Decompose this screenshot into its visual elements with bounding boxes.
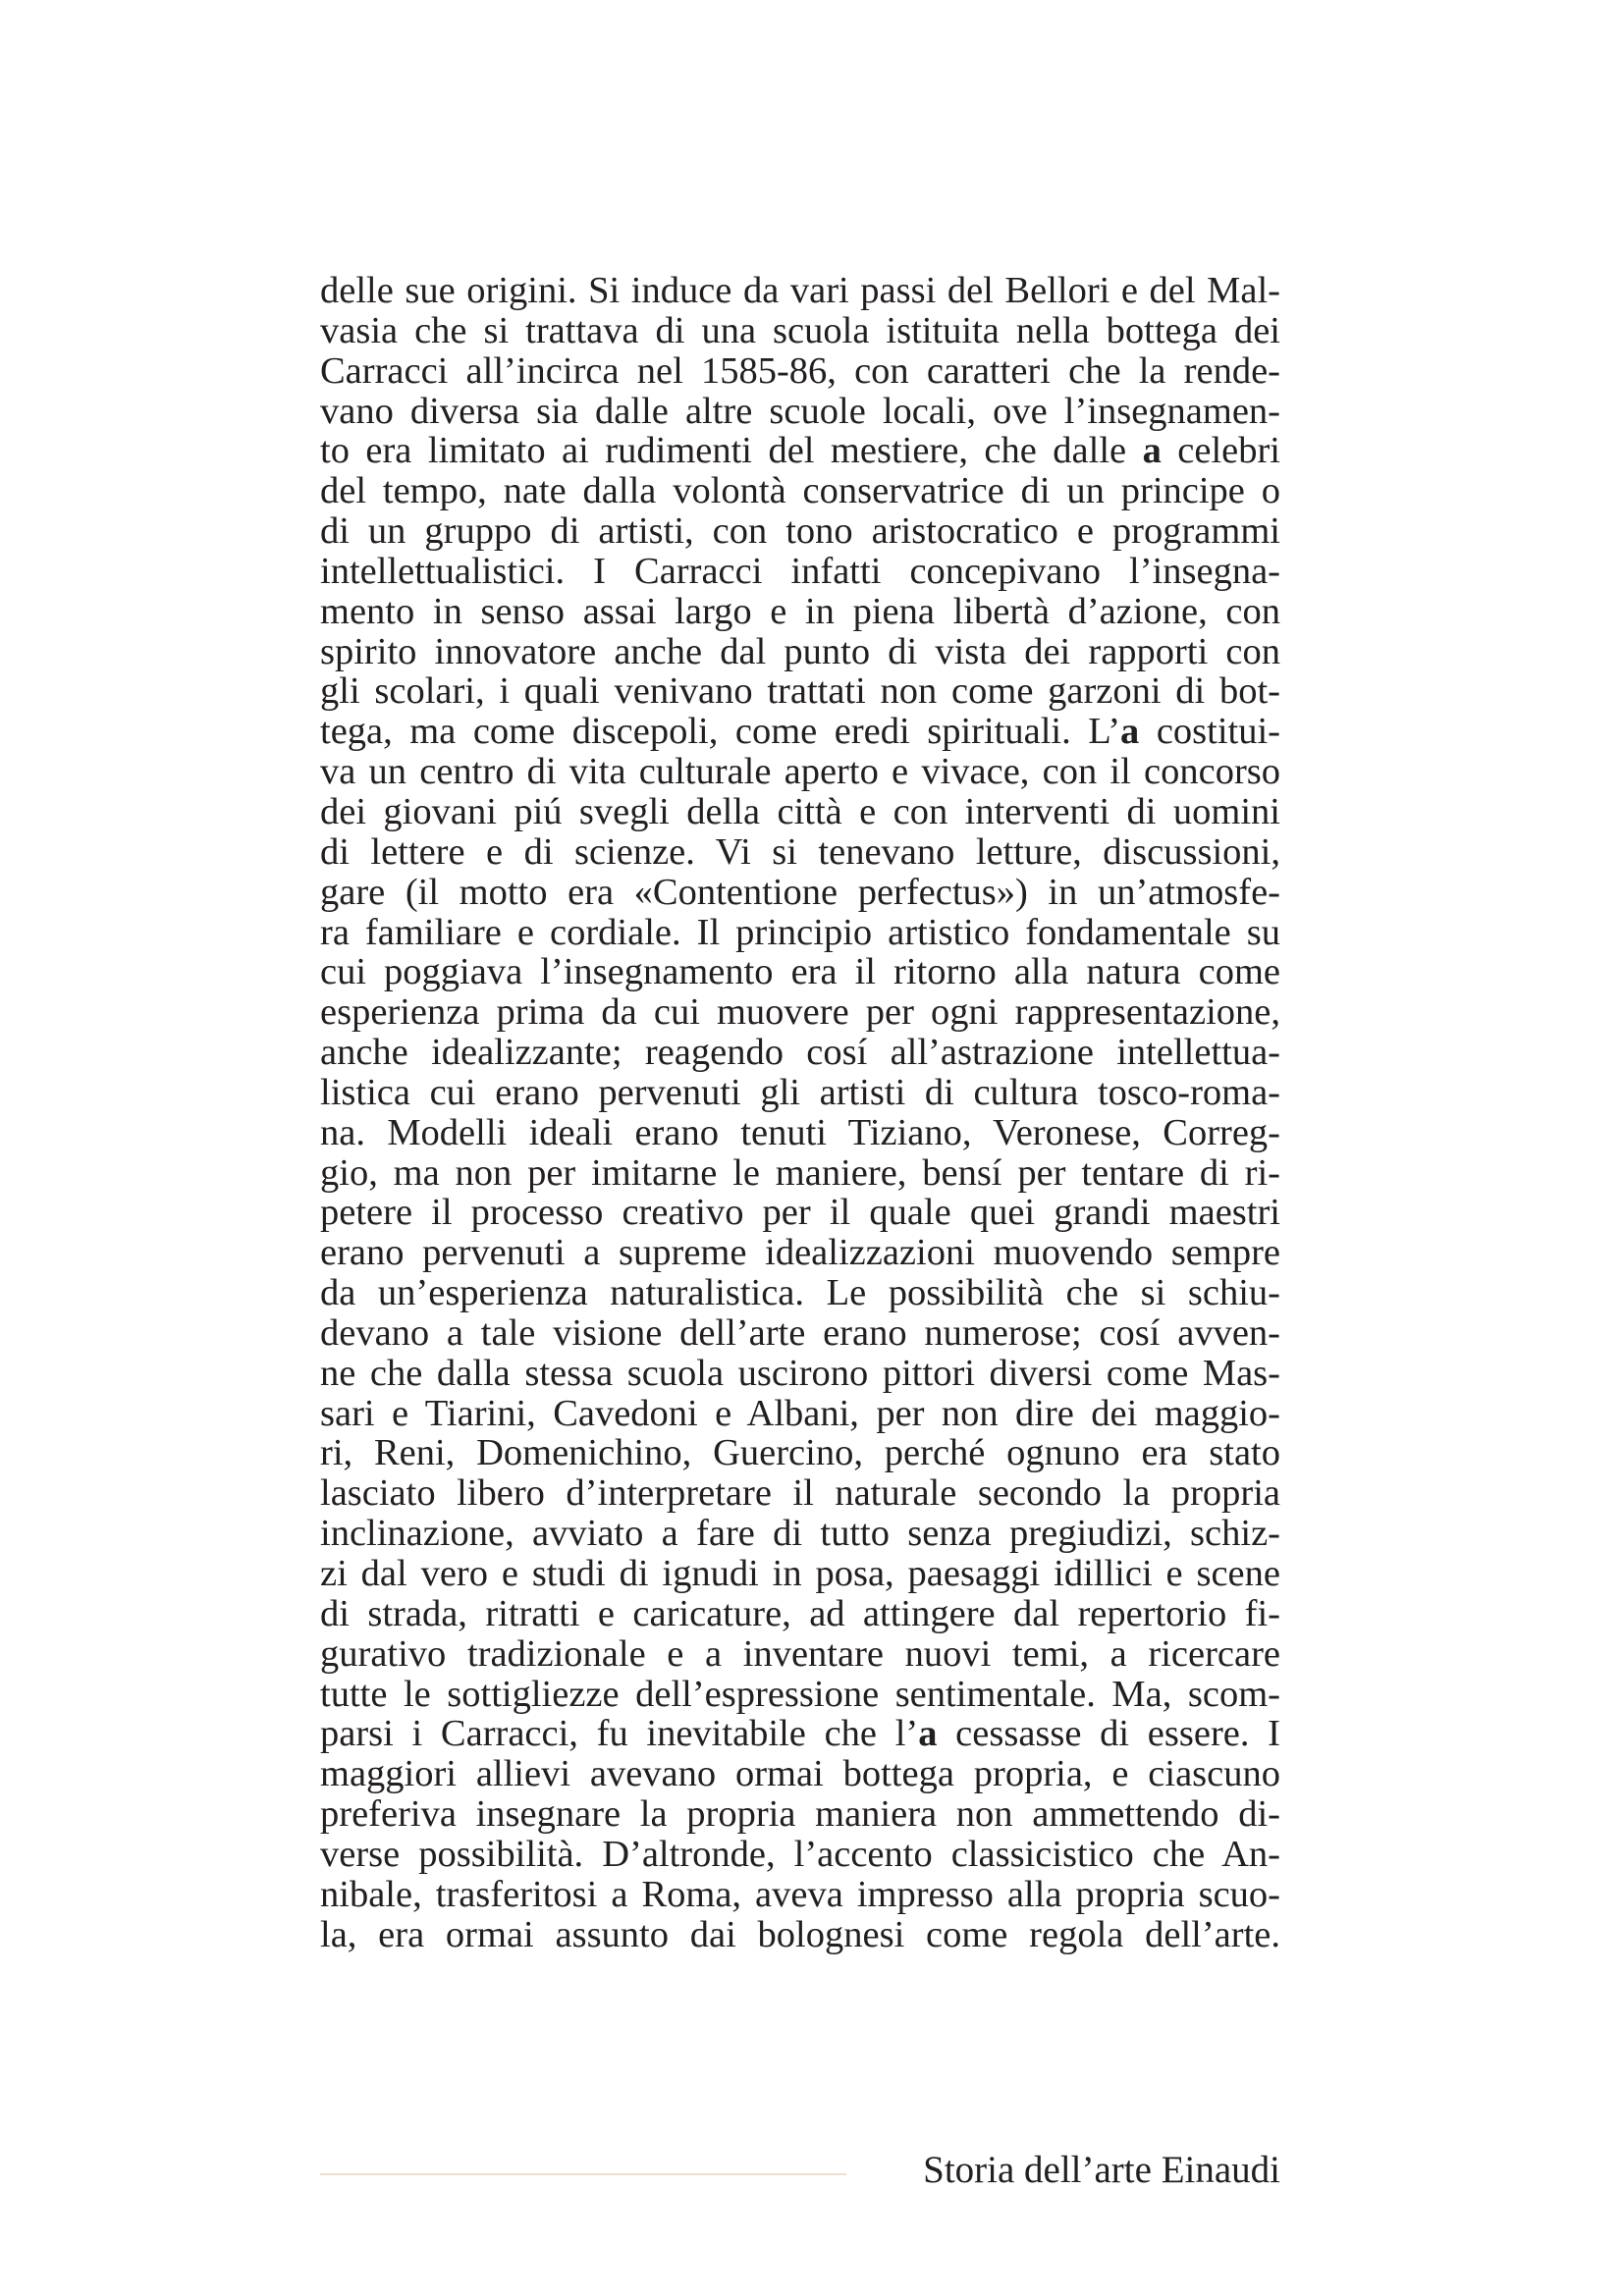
text-line [320, 1514, 1280, 1554]
text-segment: intellettualistici. I Carracci infatti concepivano l’insegna- [320, 550, 1280, 592]
text-line [320, 752, 1280, 792]
text-line [320, 873, 1280, 913]
text-line [320, 1313, 1280, 1354]
text-segment: inclinazione, avviato a fare di tutto senza pregiudizi, schiz- [320, 1513, 1280, 1555]
text-segment: na. Modelli ideali erano tenuti Tiziano, Veronese, Correg- [320, 1111, 1280, 1153]
text-line [320, 471, 1280, 511]
text-segment: lasciato libero d’interpretare il naturale secondo la propria [320, 1472, 1280, 1515]
text-segment: ri, Reni, Domenichino, Guercino, perché ognuno era stato [320, 1432, 1280, 1474]
text-line [320, 271, 1280, 311]
text-segment: ra familiare e cordiale. Il principio artistico fondamentale su [320, 911, 1280, 953]
text-line [320, 592, 1280, 632]
text-segment: gare (il motto era «Contentione perfectus») in un’atmosfe- [320, 871, 1280, 913]
text-line [320, 511, 1280, 552]
text-line [320, 1675, 1280, 1715]
text-segment: di strada, ritratti e caricature, ad attingere dal repertorio fi- [320, 1592, 1280, 1634]
bold-abbreviation: a [1120, 711, 1140, 753]
text-segment: gio, ma non per imitarne le maniere, bensí per tentare di ri- [320, 1151, 1280, 1194]
text-segment: la, era ormai assunto dai bolognesi come regola dell’arte. [320, 1913, 1280, 1955]
text-segment: parsi i Carracci, fu inevitabile che l’ [320, 1713, 919, 1755]
text-segment: delle sue origini. Si induce da vari passi del Bellori e del Mal- [320, 270, 1280, 311]
text-line [320, 712, 1280, 752]
text-line [320, 1153, 1280, 1194]
text-line [320, 1233, 1280, 1273]
text-line [320, 552, 1280, 592]
text-segment: esperienza prima da cui muovere per ogni rappresentazione, [320, 991, 1280, 1034]
text-segment: di un gruppo di artisti, con tono aristocratico e programmi [320, 510, 1280, 553]
text-segment: cessasse di essere. I [937, 1713, 1280, 1755]
text-segment: mento in senso assai largo e in piena libertà d’azione, con [320, 590, 1280, 632]
text-segment: dei giovani piú svegli della città e con interventi di uomini [320, 790, 1280, 832]
text-segment: cui poggiava l’insegnamento era il ritorno alla natura come [320, 951, 1280, 993]
text-line [320, 992, 1280, 1033]
text-segment: to era limitato ai rudimenti del mestiere, che dalle [320, 430, 1143, 472]
text-segment: anche idealizzante; reagendo cosí all’astrazione intellettua- [320, 1032, 1280, 1074]
text-segment: celebri [1161, 430, 1280, 472]
text-line [320, 1594, 1280, 1634]
text-segment: tutte le sottigliezze dell’espressione sentimentale. Ma, scom- [320, 1673, 1280, 1715]
text-segment: erano pervenuti a supreme idealizzazioni muovendo sempre [320, 1232, 1280, 1274]
text-line [320, 1113, 1280, 1153]
text-segment: devano a tale visione dell’arte erano numerose; cosí avven- [320, 1311, 1280, 1354]
text-line [320, 311, 1280, 351]
text-line [320, 1754, 1280, 1794]
text-segment: di lettere e di scienze. Vi si tenevano letture, discussioni, [320, 830, 1280, 873]
text-segment: spirito innovatore anche dal punto di vista dei rapporti con [320, 630, 1280, 672]
text-line [320, 351, 1280, 392]
text-line [320, 1875, 1280, 1915]
text-line [320, 1273, 1280, 1313]
text-line [320, 1794, 1280, 1835]
body-text [320, 271, 1280, 1954]
text-segment: costitui- [1139, 711, 1280, 753]
text-segment: zi dal vero e studi di ignudi in posa, paesaggi idillici e scene [320, 1553, 1280, 1594]
text-line [320, 1714, 1280, 1754]
bold-abbreviation: a [1142, 430, 1162, 472]
text-line [320, 913, 1280, 953]
text-line [320, 1915, 1280, 1955]
text-line [320, 431, 1280, 471]
text-line [320, 1394, 1280, 1434]
text-line [320, 671, 1280, 712]
text-line [320, 1354, 1280, 1394]
text-line [320, 952, 1280, 992]
text-line [320, 1433, 1280, 1473]
text-segment: verse possibilità. D’altronde, l’accento classicistico che An- [320, 1833, 1280, 1875]
text-segment: petere il processo creativo per il quale quei grandi maestri [320, 1192, 1280, 1234]
text-segment: gurativo tradizionale e a inventare nuovi temi, a ricercare [320, 1632, 1280, 1675]
text-line [320, 1835, 1280, 1875]
text-segment: va un centro di vita culturale aperto e vivace, con il concorso [320, 751, 1280, 793]
text-segment: vano diversa sia dalle altre scuole locali, ove l’insegnamen- [320, 390, 1280, 432]
text-line [320, 632, 1280, 672]
text-segment: sari e Tiarini, Cavedoni e Albani, per non dire dei maggio- [320, 1392, 1280, 1434]
text-segment: da un’esperienza naturalistica. Le possibilità che si schiu- [320, 1272, 1280, 1314]
text-line [320, 1033, 1280, 1073]
text-segment: vasia che si trattava di una scuola istituita nella bottega dei [320, 309, 1280, 351]
text-segment: gli scolari, i quali venivano trattati non come garzoni di bot- [320, 670, 1280, 713]
bold-abbreviation: a [918, 1713, 938, 1755]
text-segment: tega, ma come discepoli, come eredi spirituali. L’ [320, 711, 1121, 753]
text-segment: maggiori allievi avevano ormai bottega propria, e ciascuno [320, 1753, 1280, 1795]
text-line [320, 1634, 1280, 1675]
text-line [320, 1073, 1280, 1113]
text-line [320, 1554, 1280, 1594]
footer-rule [320, 2173, 846, 2175]
text-line [320, 1193, 1280, 1233]
text-segment: del tempo, nate dalla volontà conservatrice di un principe o [320, 470, 1280, 512]
text-line [320, 1473, 1280, 1514]
text-segment: Carracci all’incirca nel 1585-86, con caratteri che la rende- [320, 349, 1280, 392]
text-line [320, 832, 1280, 873]
text-segment: nibale, trasferitosi a Roma, aveva impresso alla propria scuo- [320, 1873, 1280, 1915]
text-segment: preferiva insegnare la propria maniera non ammettendo di- [320, 1793, 1280, 1836]
text-line [320, 792, 1280, 832]
text-segment: listica cui erano pervenuti gli artisti di cultura tosco-roma- [320, 1071, 1280, 1113]
text-line [320, 392, 1280, 432]
footer-publisher-label: Storia dell’arte Einaudi [923, 2149, 1280, 2191]
text-segment: ne che dalla stessa scuola uscirono pittori diversi come Mas- [320, 1352, 1280, 1394]
